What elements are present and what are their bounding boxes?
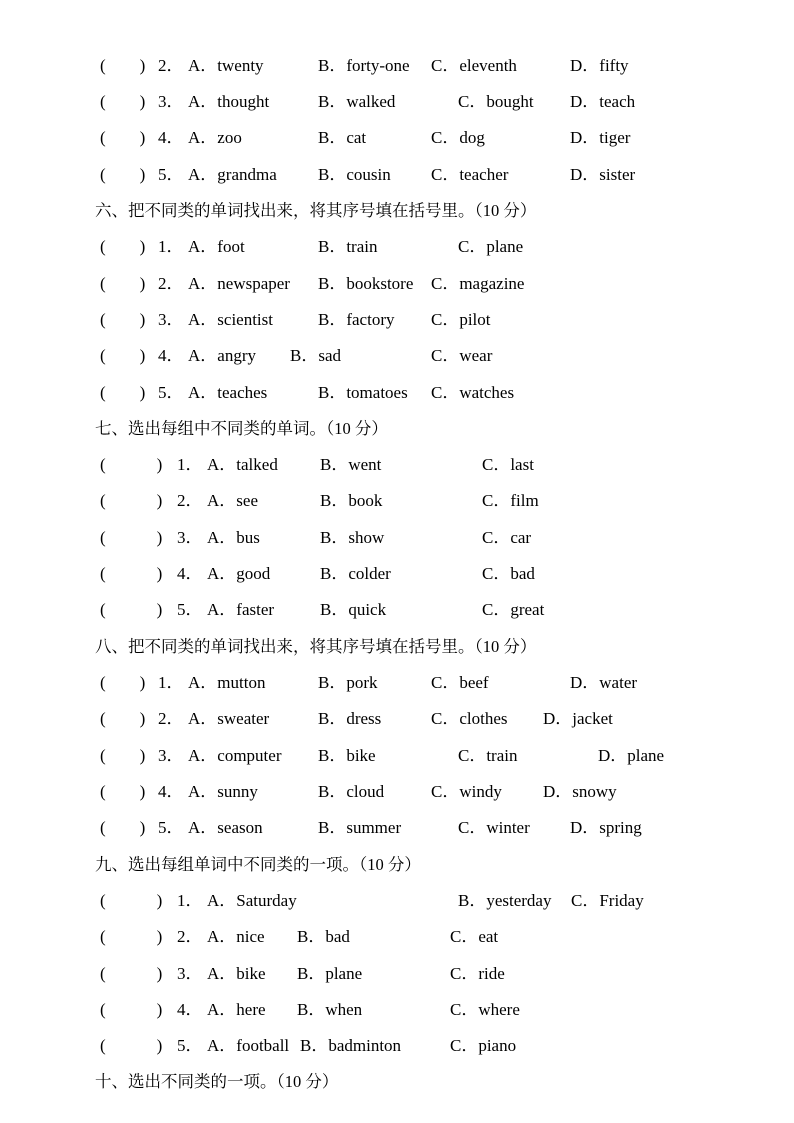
option-c: C．train: [458, 746, 518, 765]
option-c: C．bought: [458, 92, 534, 111]
option-a: A．thought: [188, 92, 270, 111]
option-a: A．sweater: [188, 709, 270, 728]
option-c: C．pilot: [431, 310, 491, 329]
option-c: C．where: [450, 1000, 520, 1019]
option-b: B．train: [318, 237, 378, 256]
option-c: C．dog: [431, 128, 485, 147]
option-c: C．piano: [450, 1036, 517, 1055]
option-a: A．football: [207, 1036, 290, 1055]
option-b: B．cousin: [318, 165, 391, 184]
option-c: C．eat: [450, 927, 499, 946]
option-b: B．forty-one: [318, 56, 410, 75]
section-heading: 七、选出每组中不同类的单词。（10 分）: [95, 419, 388, 438]
answer-blank[interactable]: ( ): [100, 927, 163, 946]
option-b: B．plane: [297, 964, 363, 983]
answer-blank[interactable]: ( ): [100, 346, 146, 365]
option-c: C．wear: [431, 346, 493, 365]
option-b: B．went: [320, 455, 382, 474]
option-c: C．Friday: [571, 891, 644, 910]
question-number: 1．: [158, 673, 184, 692]
option-d: D．teach: [570, 92, 636, 111]
question-number: 3．: [177, 964, 203, 983]
option-a: A．faster: [207, 600, 275, 619]
option-c: C．film: [482, 491, 539, 510]
answer-blank[interactable]: ( ): [100, 383, 146, 402]
option-b: B．bike: [318, 746, 376, 765]
section-heading: 六、把不同类的单词找出来，将其序号填在括号里。（10 分）: [95, 201, 537, 220]
answer-blank[interactable]: ( ): [100, 455, 163, 474]
option-a: A．bus: [207, 528, 260, 547]
option-d: D．jacket: [543, 709, 613, 728]
option-d: D．sister: [570, 165, 636, 184]
option-a: A．angry: [188, 346, 256, 365]
option-c: C．beef: [431, 673, 489, 692]
option-a: A．zoo: [188, 128, 242, 147]
option-c: C．windy: [431, 782, 502, 801]
option-a: A．sunny: [188, 782, 258, 801]
question-number: 3．: [158, 310, 184, 329]
option-a: A．here: [207, 1000, 266, 1019]
option-c: C．last: [482, 455, 534, 474]
option-a: A．newspaper: [188, 274, 290, 293]
option-c: C．teacher: [431, 165, 509, 184]
option-a: A．talked: [207, 455, 278, 474]
option-c: C．bad: [482, 564, 535, 583]
option-c: C．great: [482, 600, 545, 619]
option-b: B．sad: [290, 346, 341, 365]
option-b: B．summer: [318, 818, 402, 837]
option-b: B．quick: [320, 600, 387, 619]
answer-blank[interactable]: ( ): [100, 1000, 163, 1019]
answer-blank[interactable]: ( ): [100, 528, 163, 547]
answer-blank[interactable]: ( ): [100, 274, 146, 293]
question-number: 1．: [158, 237, 184, 256]
question-number: 5．: [158, 165, 184, 184]
question-number: 5．: [177, 600, 203, 619]
answer-blank[interactable]: ( ): [100, 673, 146, 692]
option-b: B．dress: [318, 709, 382, 728]
answer-blank[interactable]: ( ): [100, 709, 146, 728]
question-number: 1．: [177, 455, 203, 474]
answer-blank[interactable]: ( ): [100, 56, 146, 75]
question-number: 2．: [158, 709, 184, 728]
option-b: B．colder: [320, 564, 391, 583]
answer-blank[interactable]: ( ): [100, 964, 163, 983]
option-b: B．bookstore: [318, 274, 414, 293]
question-number: 4．: [158, 128, 184, 147]
option-a: A．computer: [188, 746, 282, 765]
option-a: A．good: [207, 564, 271, 583]
option-a: A．Saturday: [207, 891, 297, 910]
question-number: 4．: [177, 1000, 203, 1019]
option-b: B．badminton: [300, 1036, 402, 1055]
section-heading: 八、把不同类的单词找出来，将其序号填在括号里。（10 分）: [95, 637, 537, 656]
answer-blank[interactable]: ( ): [100, 165, 146, 184]
question-number: 3．: [177, 528, 203, 547]
option-c: C．eleventh: [431, 56, 517, 75]
question-number: 2．: [177, 927, 203, 946]
option-b: B．factory: [318, 310, 395, 329]
answer-blank[interactable]: ( ): [100, 491, 163, 510]
answer-blank[interactable]: ( ): [100, 564, 163, 583]
option-d: D．spring: [570, 818, 642, 837]
question-number: 2．: [177, 491, 203, 510]
option-b: B．yesterday: [458, 891, 552, 910]
option-b: B．bad: [297, 927, 350, 946]
option-d: D．tiger: [570, 128, 631, 147]
answer-blank[interactable]: ( ): [100, 310, 146, 329]
option-c: C．ride: [450, 964, 505, 983]
option-a: A．teaches: [188, 383, 268, 402]
question-number: 5．: [158, 383, 184, 402]
question-number: 2．: [158, 56, 184, 75]
option-a: A．bike: [207, 964, 266, 983]
option-b: B．cat: [318, 128, 367, 147]
section-heading: 十、选出不同类的一项。（10 分）: [95, 1072, 339, 1091]
option-d: D．snowy: [543, 782, 617, 801]
option-b: B．cloud: [318, 782, 385, 801]
option-a: A．twenty: [188, 56, 264, 75]
answer-blank[interactable]: ( ): [100, 1036, 163, 1055]
question-number: 3．: [158, 746, 184, 765]
option-a: A．scientist: [188, 310, 273, 329]
option-c: C．car: [482, 528, 532, 547]
option-b: B．pork: [318, 673, 378, 692]
option-a: A．foot: [188, 237, 245, 256]
option-a: A．season: [188, 818, 263, 837]
question-number: 5．: [158, 818, 184, 837]
question-number: 2．: [158, 274, 184, 293]
option-b: B．tomatoes: [318, 383, 408, 402]
question-number: 4．: [158, 346, 184, 365]
option-a: A．nice: [207, 927, 265, 946]
answer-blank[interactable]: ( ): [100, 782, 146, 801]
option-b: B．when: [297, 1000, 363, 1019]
option-a: A．grandma: [188, 165, 277, 184]
option-b: B．show: [320, 528, 385, 547]
answer-blank[interactable]: ( ): [100, 92, 146, 111]
option-c: C．clothes: [431, 709, 508, 728]
option-a: A．see: [207, 491, 258, 510]
answer-blank[interactable]: ( ): [100, 746, 146, 765]
question-number: 3．: [158, 92, 184, 111]
option-b: B．walked: [318, 92, 396, 111]
section-heading: 九、选出每组单词中不同类的一项。（10 分）: [95, 855, 421, 874]
option-c: C．winter: [458, 818, 530, 837]
answer-blank[interactable]: ( ): [100, 237, 146, 256]
option-b: B．book: [320, 491, 383, 510]
option-c: C．watches: [431, 383, 515, 402]
answer-blank[interactable]: ( ): [100, 128, 146, 147]
option-d: D．water: [570, 673, 638, 692]
answer-blank[interactable]: ( ): [100, 891, 163, 910]
option-c: C．magazine: [431, 274, 525, 293]
option-a: A．mutton: [188, 673, 266, 692]
question-number: 4．: [177, 564, 203, 583]
question-number: 5．: [177, 1036, 203, 1055]
option-d: D．plane: [598, 746, 665, 765]
question-number: 1．: [177, 891, 203, 910]
answer-blank[interactable]: ( ): [100, 600, 163, 619]
option-d: D．fifty: [570, 56, 629, 75]
answer-blank[interactable]: ( ): [100, 818, 146, 837]
question-number: 4．: [158, 782, 184, 801]
option-c: C．plane: [458, 237, 524, 256]
